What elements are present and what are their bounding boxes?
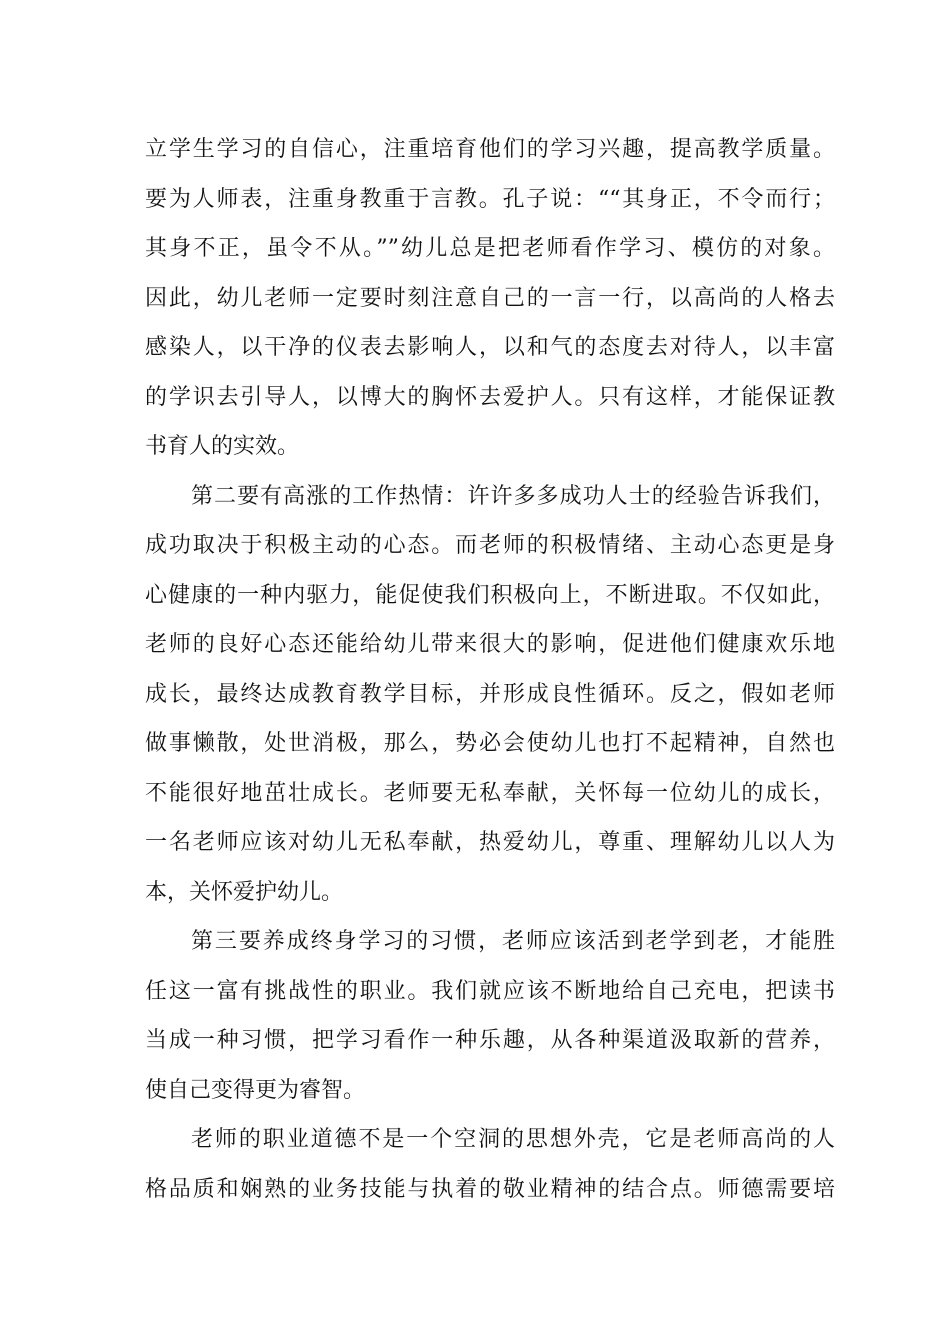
text-line: 因此，幼儿老师一定要时刻注意自己的一言一行，以高尚的人格去 [145, 285, 835, 311]
text-line: 要为人师表，注重身教重于言教。孔子说：““其身正，不令而行； [145, 186, 835, 212]
text-line: 任这一富有挑战性的职业。我们就应该不断地给自己充电，把读书 [145, 978, 835, 1004]
text-line: 书育人的实效。 [145, 434, 300, 459]
text-line: 心健康的一种内驱力，能促使我们积极向上，不断进取。不仅如此， [145, 582, 835, 608]
text-line: 格品质和娴熟的业务技能与执着的敬业精神的结合点。师德需要培 [145, 1176, 835, 1202]
paragraph-first-line: 第二要有高涨的工作热情：许许多多成功人士的经验告诉我们， [191, 483, 835, 509]
text-line: 的学识去引导人，以博大的胸怀去爱护人。只有这样，才能保证教 [145, 384, 835, 410]
text-line: 老师的良好心态还能给幼儿带来很大的影响，促进他们健康欢乐地 [145, 632, 835, 657]
text-line: 成长，最终达成教育教学目标，并形成良性循环。反之，假如老师 [145, 681, 835, 707]
text-line: 当成一种习惯，把学习看作一种乐趣，从各种渠道汲取新的营养， [145, 1028, 835, 1053]
document-body [145, 125, 835, 1214]
text-line: 一名老师应该对幼儿无私奉献，热爱幼儿，尊重、理解幼儿以人为 [145, 830, 835, 855]
paragraph-first-line: 第三要养成终身学习的习惯，老师应该活到老学到老，才能胜 [191, 929, 835, 954]
text-line: 立学生学习的自信心，注重培育他们的学习兴趣，提高教学质量。 [145, 137, 835, 162]
text-line: 本，关怀爱护幼儿。 [145, 879, 344, 905]
text-line: 其身不正，虽令不从。””幼儿总是把老师看作学习、模仿的对象。 [145, 236, 835, 261]
text-line: 做事懒散，处世消极，那么，势必会使幼儿也打不起精神，自然也 [145, 731, 835, 756]
paragraph-first-line: 老师的职业道德不是一个空洞的思想外壳，它是老师高尚的人 [191, 1127, 835, 1152]
text-line: 使自己变得更为睿智。 [145, 1077, 366, 1103]
text-line: 感染人，以干净的仪表去影响人，以和气的态度去对待人，以丰富 [145, 335, 835, 360]
text-line: 不能很好地茁壮成长。老师要无私奉献，关怀每一位幼儿的成长， [145, 780, 835, 806]
text-line: 成功取决于积极主动的心态。而老师的积极情绪、主动心态更是身 [145, 533, 835, 558]
